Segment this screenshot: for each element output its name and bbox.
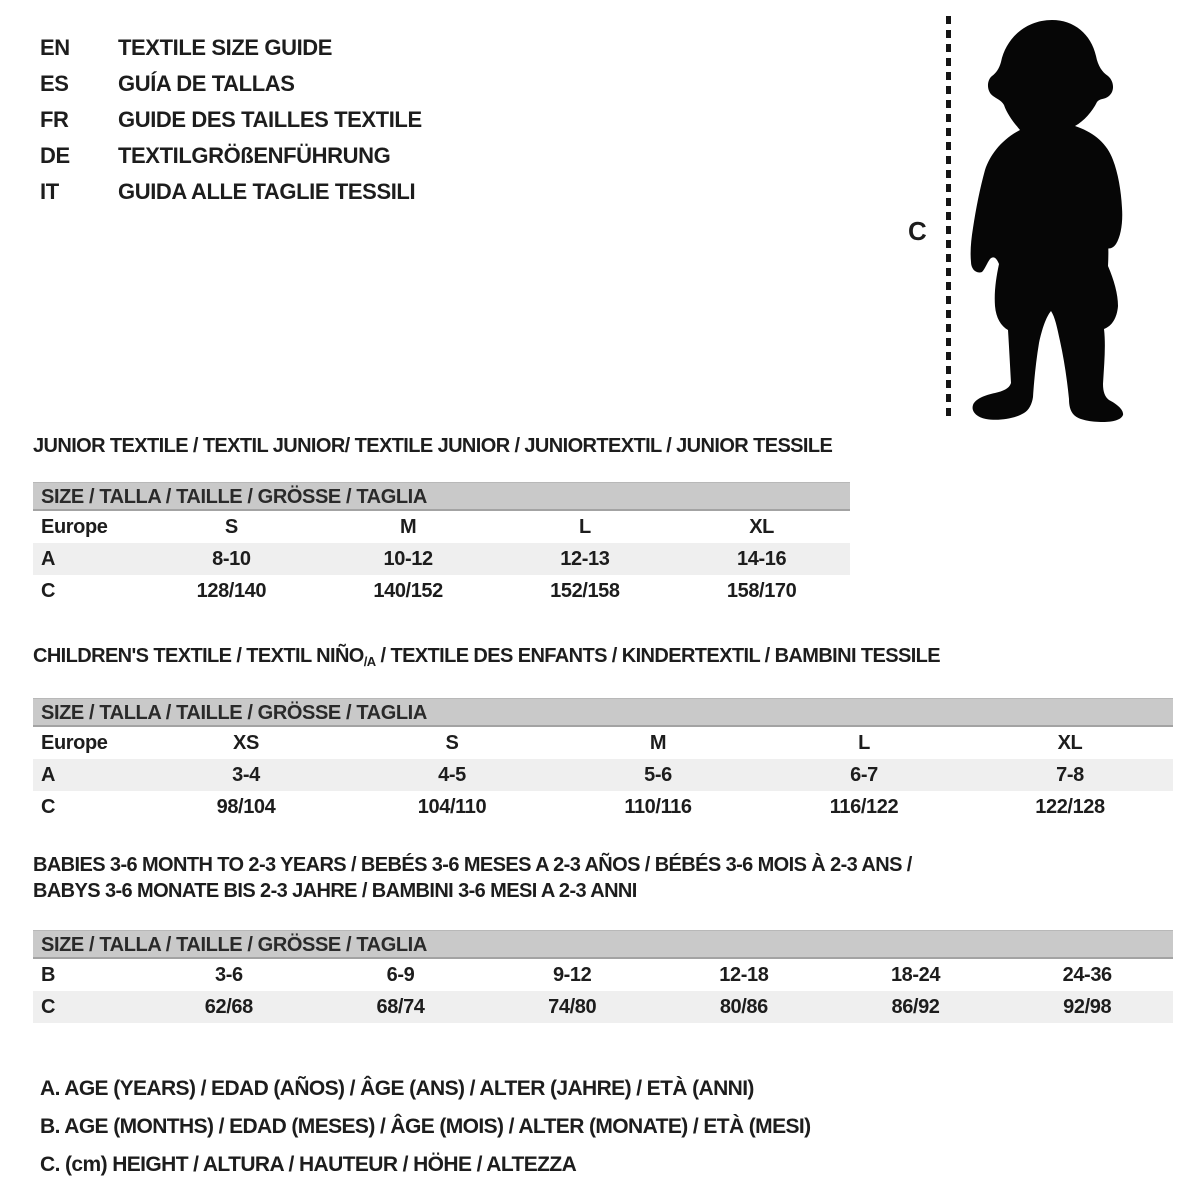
height-cell: 128/140 [196,580,267,602]
junior-section-title: JUNIOR TEXTILE / TEXTIL JUNIOR/ TEXTILE JUNIOR / JUNIORTEXTIL / JUNIOR TESSILE [33,435,833,457]
table-row-europe [33,511,850,543]
height-cell: 98/104 [216,796,276,818]
language-row-es [40,66,422,102]
age-cell: 5-6 [644,764,672,786]
age-cell: 3-4 [232,764,260,786]
age-cell: 7-8 [1056,764,1084,786]
size-cell: M [649,732,667,754]
language-title: TEXTILGRÖßENFÜHRUNG [118,143,391,168]
table-row-height [33,575,850,607]
height-cell: 80/86 [719,996,768,1018]
title-text: / TEXTILE DES ENFANTS / KINDERTEXTIL / BAMBINI TESSILE [375,645,941,667]
height-cell: 104/110 [417,796,487,818]
age-cell: 10-12 [383,548,433,570]
table-row-europe [33,727,1173,759]
height-cell: 152/158 [550,580,620,602]
age-cell: 6-7 [850,764,878,786]
height-measure-label: C [908,216,927,246]
height-dashed-line [946,16,951,416]
children-section-title [33,644,1173,674]
language-title: GUÍA DE TALLAS [118,71,295,96]
age-cell: 8-10 [212,548,251,570]
row-label: C [41,996,56,1018]
junior-textile-section [33,434,850,607]
table-row-height [33,991,1173,1023]
table-row-height [33,791,1173,823]
size-cell: L [858,732,870,754]
months-cell: 3-6 [214,964,243,986]
height-cell: 158/170 [726,580,797,602]
height-cell: 92/98 [1063,996,1112,1018]
age-cell: 14-16 [737,548,787,570]
height-cell: 62/68 [204,996,253,1018]
language-row-en [40,30,422,66]
title-text: CHILDREN'S TEXTILE / TEXTIL NIÑO [33,645,364,667]
language-code: ES [40,71,69,96]
language-title-block [40,30,422,210]
height-cell: 86/92 [891,996,940,1018]
size-cell: L [578,516,591,538]
size-cell: XL [1057,732,1083,754]
size-cell: XS [233,732,259,754]
height-cell: 110/116 [624,796,692,818]
language-row-fr [40,102,422,138]
size-cell: M [399,516,417,538]
row-label: A [41,548,56,570]
language-row-it [40,174,422,210]
legend-block [40,1070,811,1184]
row-label: C [41,580,56,602]
age-cell: 4-5 [438,764,466,786]
size-header-bar: SIZE / TALLA / TAILLE / GRÖSSE / TAGLIA [33,698,1173,727]
size-cell: S [224,516,238,538]
title-subscript: /A [363,654,376,669]
height-cell: 116/122 [829,796,899,818]
height-cell: 68/74 [376,996,425,1018]
table-row-age [33,543,850,575]
legend-height-cm: C. (cm) HEIGHT / ALTURA / HAUTEUR / HÖHE / ALTEZZA [40,1153,577,1176]
language-title: GUIDA ALLE TAGLIE TESSILI [118,179,416,204]
row-label: A [41,764,56,786]
babies-textile-section [33,852,1173,1023]
age-cell: 12-13 [560,548,610,570]
legend-age-months: B. AGE (MONTHS) / EDAD (MESES) / ÂGE (MOIS) / ALTER (MONATE) / ETÀ (MESI) [40,1115,811,1138]
months-cell: 9-12 [552,964,592,986]
children-textile-section [33,644,1173,823]
toddler-silhouette [956,12,1148,424]
legend-age-years: A. AGE (YEARS) / EDAD (AÑOS) / ÂGE (ANS) / ALTER (JAHRE) / ETÀ (ANNI) [40,1077,754,1100]
babies-section-title [33,852,1173,904]
row-label: Europe [41,516,108,538]
title-line-1: BABIES 3-6 MONTH TO 2-3 YEARS / BEBÉS 3-6 MESES A 2-3 AÑOS / BÉBÉS 3-6 MOIS À 2-3 ANS / [33,854,912,876]
months-cell: 6-9 [386,964,415,986]
size-cell: S [445,732,459,754]
language-code: IT [40,179,59,204]
language-title: GUIDE DES TAILLES TEXTILE [118,107,422,132]
language-title: TEXTILE SIZE GUIDE [118,35,333,60]
size-cell: XL [749,516,774,538]
size-header-bar: SIZE / TALLA / TAILLE / GRÖSSE / TAGLIA [33,930,1173,959]
row-label: B [41,964,56,986]
language-code: DE [40,143,70,168]
row-label: Europe [41,732,108,754]
months-cell: 12-18 [719,964,769,986]
height-cell: 74/80 [548,996,597,1018]
months-cell: 18-24 [890,964,941,986]
language-code: EN [40,35,70,60]
table-row-months [33,959,1173,991]
row-label: C [41,796,56,818]
title-line-2: BABYS 3-6 MONATE BIS 2-3 JAHRE / BAMBINI 3-6 MESI A 2-3 ANNI [33,880,637,902]
months-cell: 24-36 [1062,964,1112,986]
height-cell: 122/128 [1035,796,1105,818]
table-row-age [33,759,1173,791]
size-header-bar: SIZE / TALLA / TAILLE / GRÖSSE / TAGLIA [33,482,850,511]
language-code: FR [40,107,69,132]
language-row-de [40,138,422,174]
height-cell: 140/152 [373,580,443,602]
